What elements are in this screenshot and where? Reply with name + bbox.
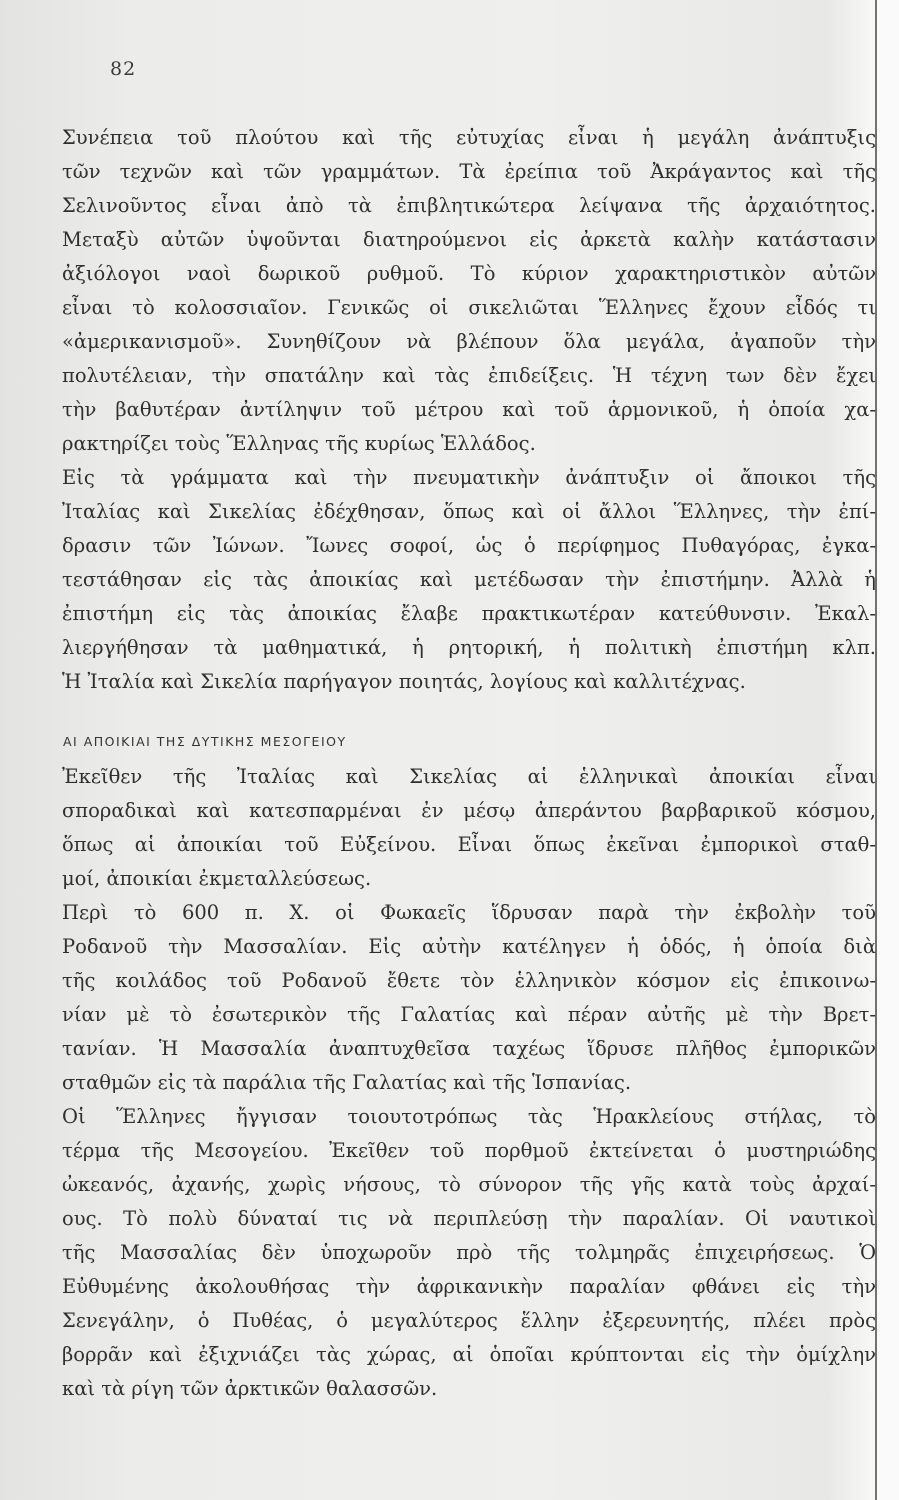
text-line: τῆς Μασσαλίας δὲν ὑποχωροῦν πρὸ τῆς τολμηρᾶς ἐπιχειρήσεως. Ὁ — [62, 1241, 876, 1264]
section-heading: ΑΙ ΑΠΟΙΚΙΑΙ ΤΗΣ ΔΥΤΙΚΗΣ ΜΕΣΟΓΕΙΟΥ — [63, 734, 347, 749]
text-line: τὴν βαθυτέραν ἀντίληψιν τοῦ μέτρου καὶ τοῦ ἁρμονικοῦ, ἡ ὁποία χα- — [62, 398, 876, 421]
section-western-mediterranean — [62, 760, 876, 1406]
text-line: σποραδικαὶ καὶ κατεσπαρμέναι ἐν μέσῳ ἀπεράντου βαρβαρικοῦ κόσμου, — [62, 799, 876, 822]
text-line: Σενεγάλην, ὁ Πυθέας, ὁ μεγαλύτερος ἕλλην ἐξερευνητής, πλέει πρὸς — [62, 1309, 876, 1332]
text-line: Ροδανοῦ τὴν Μασσαλίαν. Εἰς αὐτὴν κατέληγεν ἡ ὁδός, ἡ ὁποία διὰ — [62, 935, 876, 958]
text-line: τέρμα τῆς Μεσογείου. Ἐκεῖθεν τοῦ πορθμοῦ ἐκτείνεται ὁ μυστηριώδης — [62, 1139, 876, 1162]
text-line: τῶν τεχνῶν καὶ τῶν γραμμάτων. Τὰ ἐρείπια τοῦ Ἀκράγαντος καὶ τῆς — [62, 160, 876, 183]
text-line: καὶ τὰ ρίγη τῶν ἀρκτικῶν θαλασσῶν. — [62, 1377, 438, 1400]
text-line: ἀξιόλογοι ναοὶ δωρικοῦ ρυθμοῦ. Τὸ κύριον χαρακτηριστικὸν αὐτῶν — [62, 262, 876, 285]
text-line: Ἡ Ἰταλία καὶ Σικελία παρήγαγον ποιητάς, λογίους καὶ καλλιτέχνας. — [62, 670, 746, 693]
text-line: μοί, ἀποικίαι ἐκμεταλλεύσεως. — [62, 867, 372, 890]
text-line: πολυτέλειαν, τὴν σπατάλην καὶ τὰς ἐπιδείξεις. Ἡ τέχνη των δὲν ἔχει — [62, 364, 876, 387]
section-greek-colonies-culture — [62, 121, 876, 699]
page-number: 82 — [110, 58, 137, 80]
text-line: Ἐκεῖθεν τῆς Ἰταλίας καὶ Σικελίας αἱ ἑλληνικαὶ ἀποικίαι εἶναι — [62, 765, 876, 788]
page-margin-white — [877, 0, 899, 1500]
text-line: βορρᾶν καὶ ἐξιχνιάζει τὰς χώρας, αἱ ὁποῖαι κρύπτονται εἰς τὴν ὁμίχλην — [62, 1343, 876, 1366]
text-line: «ἀμερικανισμοῦ». Συνηθίζουν νὰ βλέπουν ὅλα μεγάλα, ἀγαποῦν τὴν — [62, 330, 876, 353]
text-line: Περὶ τὸ 600 π. Χ. οἱ Φωκαεῖς ἵδρυσαν παρὰ τὴν ἐκβολὴν τοῦ — [62, 901, 876, 924]
text-line: τῆς κοιλάδος τοῦ Ροδανοῦ ἔθετε τὸν ἑλληνικὸν κόσμον εἰς ἐπικοινω- — [62, 969, 876, 992]
text-line: σταθμῶν εἰς τὰ παράλια τῆς Γαλατίας καὶ τῆς Ἱσπανίας. — [62, 1071, 632, 1094]
text-line: λιεργήθησαν τὰ μαθηματικά, ἡ ρητορική, ἡ πολιτικὴ ἐπιστήμη κλπ. — [62, 636, 876, 659]
text-line: δρασιν τῶν Ἰώνων. Ἴωνες σοφοί, ὡς ὁ περίφημος Πυθαγόρας, ἐγκα- — [62, 534, 876, 557]
text-line: ὠκεανός, ἀχανής, χωρὶς νήσους, τὸ σύνορον τῆς γῆς κατὰ τοὺς ἀρχαί- — [62, 1173, 876, 1196]
text-line: εἶναι τὸ κολοσσιαῖον. Γενικῶς οἱ σικελιῶται Ἕλληνες ἔχουν εἶδός τι — [62, 296, 876, 319]
text-line: Οἱ Ἕλληνες ἤγγισαν τοιουτοτρόπως τὰς Ἡρακλείους στήλας, τὸ — [62, 1105, 876, 1128]
text-line: Μεταξὺ αὐτῶν ὑψοῦνται διατηρούμενοι εἰς ἀρκετὰ καλὴν κατάστασιν — [62, 228, 876, 251]
text-line: τεστάθησαν εἰς τὰς ἀποικίας καὶ μετέδωσαν τὴν ἐπιστήμην. Ἀλλὰ ἡ — [62, 568, 876, 591]
text-line: τανίαν. Ἡ Μασσαλία ἀναπτυχθεῖσα ταχέως ἵδρυσε πλῆθος ἐμπορικῶν — [62, 1037, 876, 1060]
text-line: Ἰταλίας καὶ Σικελίας ἐδέχθησαν, ὅπως καὶ οἱ ἄλλοι Ἕλληνες, τὴν ἐπί- — [62, 500, 876, 523]
text-line: ἐπιστήμη εἰς τὰς ἀποικίας ἔλαβε πρακτικωτέραν κατεύθυνσιν. Ἐκαλ- — [62, 602, 876, 625]
text-line: ρακτηρίζει τοὺς Ἕλληνας τῆς κυρίως Ἑλλάδος. — [62, 432, 536, 455]
text-line: νίαν μὲ τὸ ἐσωτερικὸν τῆς Γαλατίας καὶ πέραν αὐτῆς μὲ τὴν Βρετ- — [62, 1003, 876, 1026]
text-line: Εἰς τὰ γράμματα καὶ τὴν πνευματικὴν ἀνάπτυξιν οἱ ἄποικοι τῆς — [62, 466, 876, 489]
text-line: Σελινοῦντος εἶναι ἀπὸ τὰ ἐπιβλητικώτερα λείψανα τῆς ἀρχαιότητος. — [62, 194, 876, 217]
text-line: ὅπως αἱ ἀποικίαι τοῦ Εὐξείνου. Εἶναι ὅπως ἐκεῖναι ἐμπορικοὶ σταθ- — [62, 833, 876, 856]
text-line: Εὐθυμένης ἀκολουθήσας τὴν ἀφρικανικὴν παραλίαν φθάνει εἰς τὴν — [62, 1275, 876, 1298]
text-line: ους. Τὸ πολὺ δύναταί τις νὰ περιπλεύσῃ τὴν παραλίαν. Οἱ ναυτικοὶ — [62, 1207, 876, 1230]
text-line: Συνέπεια τοῦ πλούτου καὶ τῆς εὐτυχίας εἶναι ἡ μεγάλη ἀνάπτυξις — [62, 126, 876, 149]
